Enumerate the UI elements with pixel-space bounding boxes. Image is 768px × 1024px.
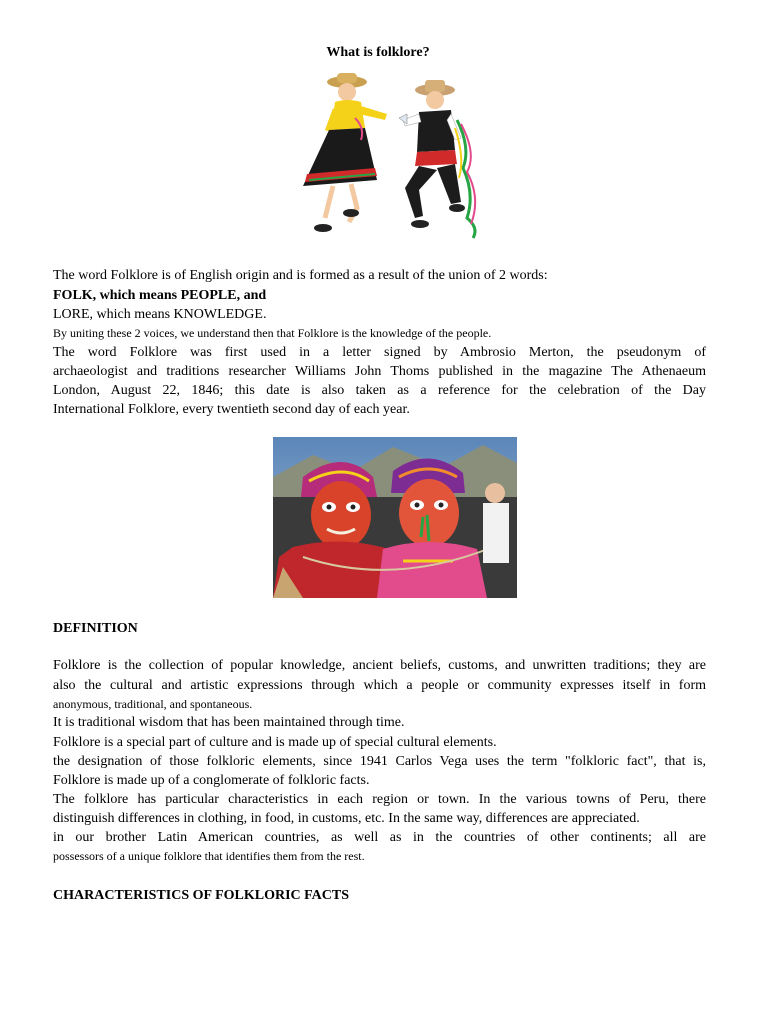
folk-dancers-illustration (295, 68, 495, 246)
page-title: What is folklore? (326, 45, 430, 60)
intro-line-5: The word Folklore was first used in a letter signed by Ambrosio Merton, the pseudonym of (53, 345, 706, 360)
definition-line-8: The folklore has particular characteristics in each region or town. In the various towns of Peru, there (53, 792, 706, 807)
intro-line-7: London, August 22, 1846; this date is also taken as a reference for the celebration of the Day (53, 383, 706, 398)
definition-line-7: Folklore is made up of a conglomerate of folkloric facts. (53, 773, 370, 788)
definition-line-10: in our brother Latin American countries, as well as in the countries of other continents; all are (53, 830, 706, 845)
definition-line-2: also the cultural and artistic expressions through which a people or community expresses itself in form (53, 678, 706, 693)
female-dancer (303, 73, 387, 232)
characteristics-heading: CHARACTERISTICS OF FOLKLORIC FACTS (53, 888, 349, 903)
definition-line-1: Folklore is the collection of popular knowledge, ancient beliefs, customs, and unwritten traditions; they are (53, 658, 706, 673)
intro-line-3: LORE, which means KNOWLEDGE. (53, 307, 267, 322)
definition-line-11: possessors of a unique folklore that identifies them from the rest. (53, 849, 365, 863)
intro-line-1: The word Folklore is of English origin and is formed as a result of the union of 2 words: (53, 268, 548, 283)
definition-line-4: It is traditional wisdom that has been maintained through time. (53, 715, 405, 730)
male-dancer (399, 80, 475, 238)
definition-line-5: Folklore is a special part of culture and is made up of special cultural elements. (53, 735, 497, 750)
intro-line-2: FOLK, which means PEOPLE, and (53, 288, 267, 303)
definition-line-9: distinguish differences in clothing, in food, in customs, etc. In the same way, differences are appreciated. (53, 811, 640, 826)
definition-line-6: the designation of those folkloric elements, since 1941 Carlos Vega uses the term "folkloric fact", that is, (53, 754, 706, 769)
intro-line-8: International Folklore, every twentieth second day of each year. (53, 402, 410, 417)
intro-line-4: By uniting these 2 voices, we understand then that Folklore is the knowledge of the people. (53, 326, 492, 340)
masked-dancers-photo (273, 437, 517, 598)
intro-line-6: archaeologist and traditions researcher Williams John Thoms published in the magazine The Athenaeum (53, 364, 706, 379)
definition-heading: DEFINITION (53, 621, 138, 636)
definition-line-3: anonymous, traditional, and spontaneous. (53, 697, 253, 711)
